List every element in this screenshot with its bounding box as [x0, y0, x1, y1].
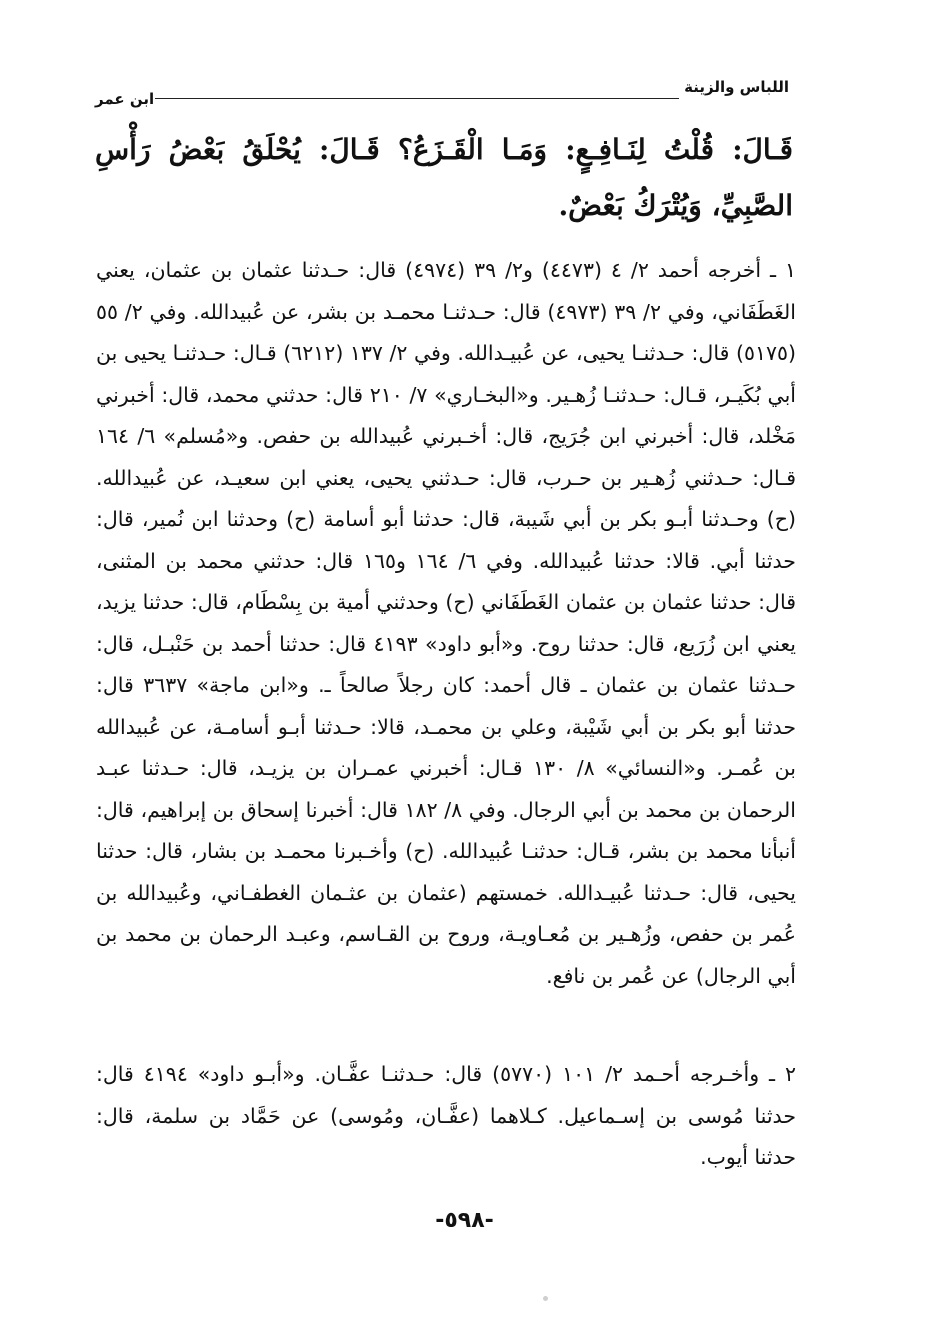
narrator-name: ابن عمر	[95, 90, 155, 108]
page-number: -٥٩٨-	[435, 1208, 494, 1233]
takhrij-paragraph-1: ١ ـ أخرجه أحمد ٢/ ٤ (٤٤٧٣) و٢/ ٣٩ (٤٩٧٤) قال: حـدثنا عثمان بن عثمان، يعني الغَطَفَاني، وفي ٢/ ٣٩ (٤٩٧٣) قال: حـدثنـا محمـد بن بشر، عن عُبيدالله. وفي ٢/ ٥٥ (٥١٧٥) قال: حـدثنـا يحيى، عن عُبيـدالله. وفي ٢/ ١٣٧ (٦٢١٢) قـال: حـدثنـا يحيى بن أبي بُكَيـر، قـال: حـدثنـا زُهـير. و«البخـاري» ٧/ ٢١٠ قال: حدثني محمد، قال: أخبرني مَخْلد، قال: أخبرني ابن جُرَيج، قال: أخـبرني عُبيدالله بن حفص. و«مُسلم» ٦/ ١٦٤ قـال: حـدثني زُهـير بن حـرب، قال: حـدثني يحيى، يعني ابن سعيـد، عن عُبيدالله. (ح) وحـدثنا أبـو بكر بن أبي شَيبة، قال: حدثنا أبو أسامة (ح) وحدثنا ابن نُمير، قال: حدثنا أبي. قالا: حدثنا عُبيدالله. وفي ٦/ ١٦٤ و١٦٥ قال: حدثني محمد بن المثنى، قال: حدثنا عثمان بن عثمان الغَطَفَاني (ح) وحدثني أمية بن بِسْطَام، قال: حدثنا يزيد، يعني ابن زُرَيع، قال: حدثنا روح. و«أبو داود» ٤١٩٣ قال: حدثنا أحمد بن حَنْبـل، قال: حـدثنا عثمان بن عثمان ـ قال أحمد: كان رجلاً صالحاً ـ. و«ابن ماجة» ٣٦٣٧ قال: حدثنا أبو بكر بن أبي شَيْبة، وعلي بن محمـد، قالا: حـدثنا أبـو أسامـة، عن عُبيدالله بن عُمـر. و«النسائي» ٨/ ١٣٠ قـال: أخبرني عمـران بن يزيـد، قال: حـدثنا عبـد الرحمان بن محمد بن أبي الرجال. وفي ٨/ ١٨٢ قال: أخبرنا إسحاق بن إبراهيم، قال: أنبأنا محمد بن بشر، قـال: حدثنـا عُبيدالله. (ح) وأخـبرنا محمـد بن بشار، قال: حدثنا يحيى، قال: حـدثنا عُبيـدالله. خمستهم (عثمان بن عثـمان الغطفـاني، وعُبيدالله بن عُمر بن حفص، وزُهـير بن مُعـاويـة، وروح بن القـاسم، وعبـد الرحمان بن محمد بن أبي الرجال) عن عُمر بن نافع.	[96, 258, 797, 988]
header-rule	[155, 98, 679, 99]
takhrij-paragraph-2: ٢ ـ وأخـرجه أحـمد ٢/ ١٠١ (٥٧٧٠) قال: حـدثنـا عفَّـان. و«أبـو داود» ٤١٩٤ قال: حدثنا مُوسى بن إسـماعيل. كـلاهما (عفَّـان، ومُوسى) عن حَمَّاد بن سلمة، قال: حدثنا أيوب.	[96, 1062, 796, 1169]
scan-speck	[543, 1296, 548, 1301]
running-header	[95, 74, 789, 108]
hadith-text: قَـالَ: قُلْتُ لِنَـافِـعٍ: وَمَـا الْقَـزَعُ؟ قَـالَ: يُحْلَقُ بَعْضُ رَأْسِ الصَّبِيِّ، وَيُتْرَكُ بَعْضٌ.	[95, 133, 793, 222]
chapter-title: اللباس والزينة	[684, 78, 789, 96]
